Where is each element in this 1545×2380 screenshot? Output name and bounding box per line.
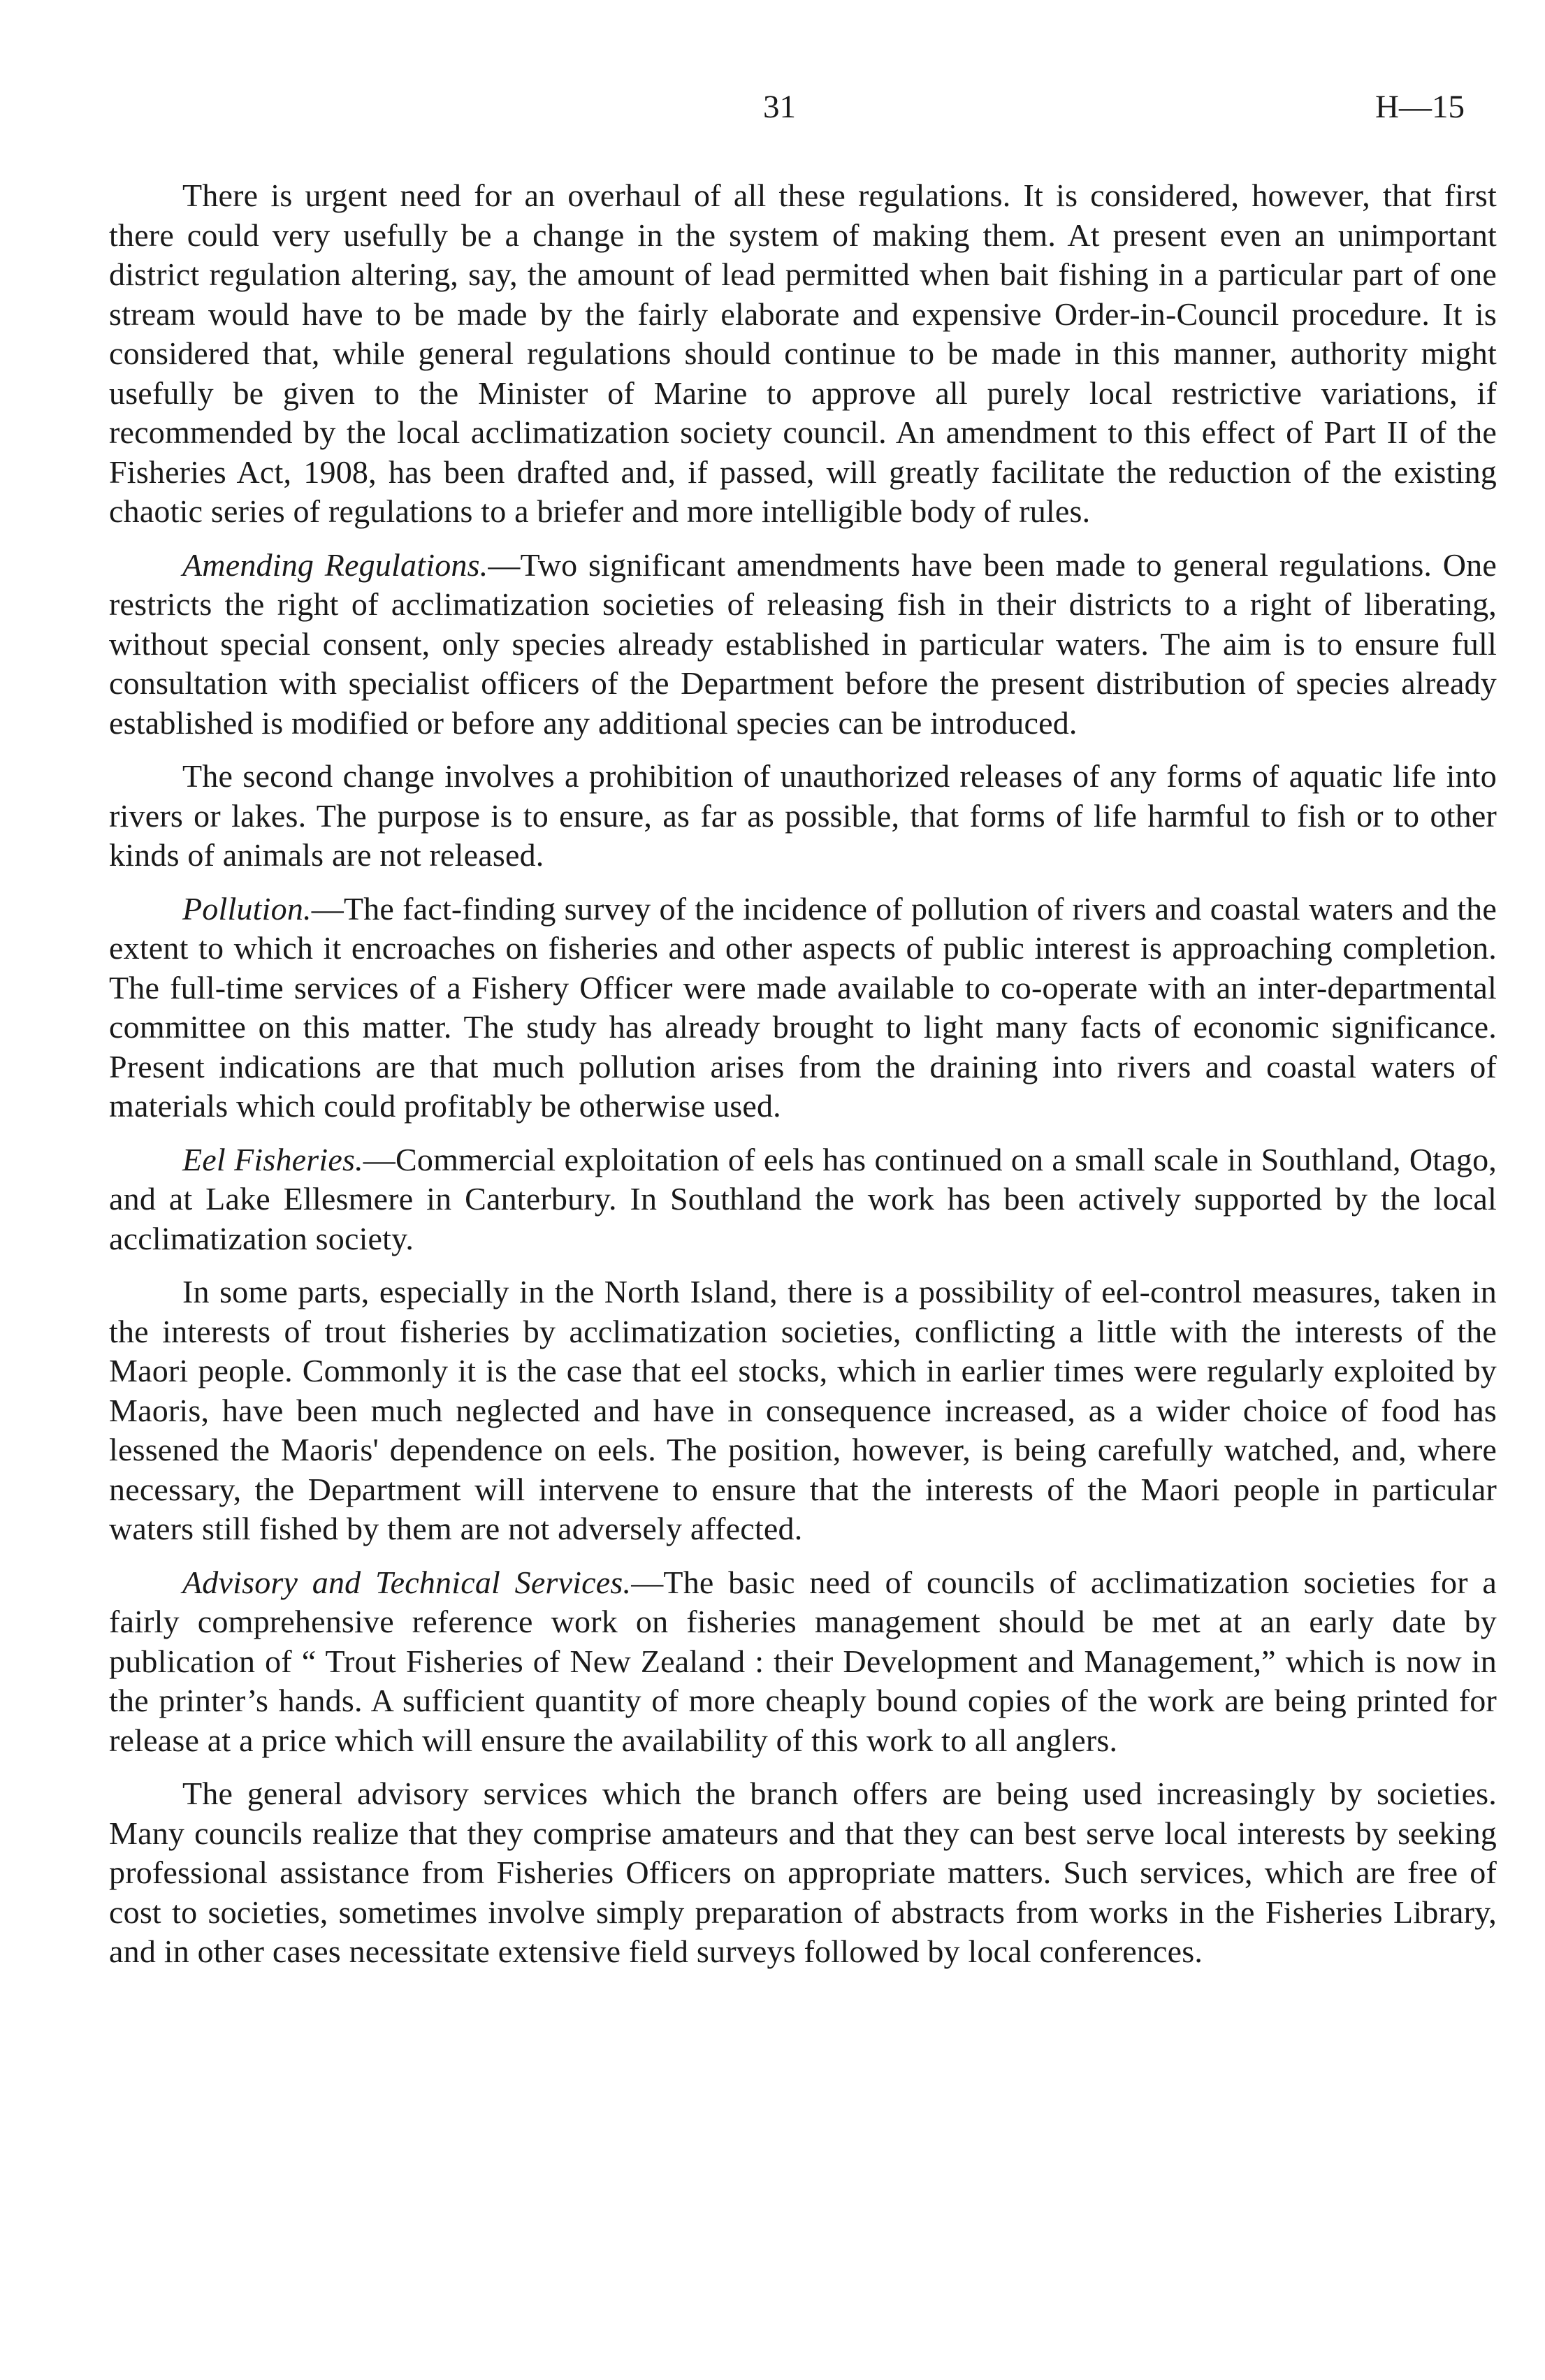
paragraph-text: The general advisory services which the branch offers are being used increasingly by societies. Many councils realize that they comprise amateurs and that they can best serve local interests by seeking professional assistance from Fisheries Officers on appropriate matters. Such services, which are free of cost to societies, sometimes involve simply preparation of abstracts from works in the Fisheries Library, and in other cases necessitate extensive field surveys followed by local conferences. [109,1776,1497,1969]
page-reference: H—15 [1375,89,1465,125]
section-heading: Advisory and Technical Services. [182,1564,632,1600]
section-heading: Pollution. [182,890,312,927]
paragraph-amending-regulations [109,546,1497,743]
body-text [109,176,1497,1986]
section-heading: Amending Regulations. [182,546,488,583]
paragraph-text: In some parts, especially in the North Island, there is a possibility of eel-control measures, taken in the interests of trout fisheries by acclimatization societies, conflicting a little with the interests of the Maori people. Commonly it is the case that eel stocks, which in earlier times were regularly exploited by Maoris, have been much neglected and have in consequence increased, as a wider choice of food has lessened the Maoris' dependence on eels. The position, however, is being carefully watched, and, where necessary, the Department will intervene to ensure that the interests of the Maori people in particular waters still fished by them are not adversely affected. [109,1274,1497,1546]
paragraph-text: There is urgent need for an overhaul of all these regulations. It is considered, however, that first there could very usefully be a change in the system of making them. At present even an unimportant district regulation altering, say, the amount of lead permitted when bait fishing in a particular part of one stream would have to be made by the fairly elaborate and expensive Order-in-Council procedure. It is considered that, while general regulations should continue to be made in this manner, authority might usefully be given to the Minister of Marine to approve all purely local restrictive variations, if recommended by the local acclimatization society council. An amendment to this effect of Part II of the Fisheries Act, 1908, has been drafted and, if passed, will greatly facilitate the reduction of the existing chaotic series of regulations to a briefer and more intelligible body of rules. [109,177,1497,529]
paragraph-text: —The fact-finding survey of the incidence of pollution of rivers and coastal waters and the extent to which it encroaches on fisheries and other aspects of public interest is approaching completion. The full-time services of a Fishery Officer were made available to co-operate with an inter-departmental committee on this matter. The study has already brought to light many facts of economic significance. Present indications are that much pollution arises from the draining into rivers and coastal waters of materials which could profitably be otherwise used. [109,890,1497,1124]
paragraph-pollution [109,890,1497,1126]
paragraph-text: The second change involves a prohibition of unauthorized releases of any forms of aquatic life into rivers or lakes. The purpose is to ensure, as far as possible, that forms of life harmful to fish or to other kinds of animals are not released. [109,758,1497,873]
paragraph-advisory-services [109,1563,1497,1761]
paragraph-eel-control [109,1272,1497,1549]
paragraph-text: —Two significant amendments have been made to general regulations. One restricts the right of acclimatization societies of releasing fish in their districts to a right of liberating, without special consent, only species already established in particular waters. The aim is to ensure full consultation with specialist officers of the Department before the present distribution of species already established is modified or before any additional species can be introduced. [109,546,1497,741]
page-header [0,82,1545,131]
page-number: 31 [763,89,796,125]
paragraph-general-advisory [109,1774,1497,1972]
paragraph-eel-fisheries [109,1140,1497,1259]
paragraph-second-change [109,757,1497,876]
paragraph-text: —The basic need of councils of acclimatization societies for a fairly comprehensive reference work on fisheries management should be met at an early date by publication of “ Trout Fisheries of New Zealand : their Development and Management,” which is now in the printer’s hands. A sufficient quantity of more cheaply bound copies of the work are being printed for release at a price which will ensure the availability of this work to all anglers. [109,1564,1497,1758]
paragraph-regulations-overhaul [109,176,1497,532]
paragraph-text: —Commercial exploitation of eels has continued on a small scale in Southland, Otago, and at Lake Ellesmere in Canterbury. In Southland the work has been actively supported by the local acclimatization society. [109,1141,1497,1256]
section-heading: Eel Fisheries. [182,1141,363,1177]
